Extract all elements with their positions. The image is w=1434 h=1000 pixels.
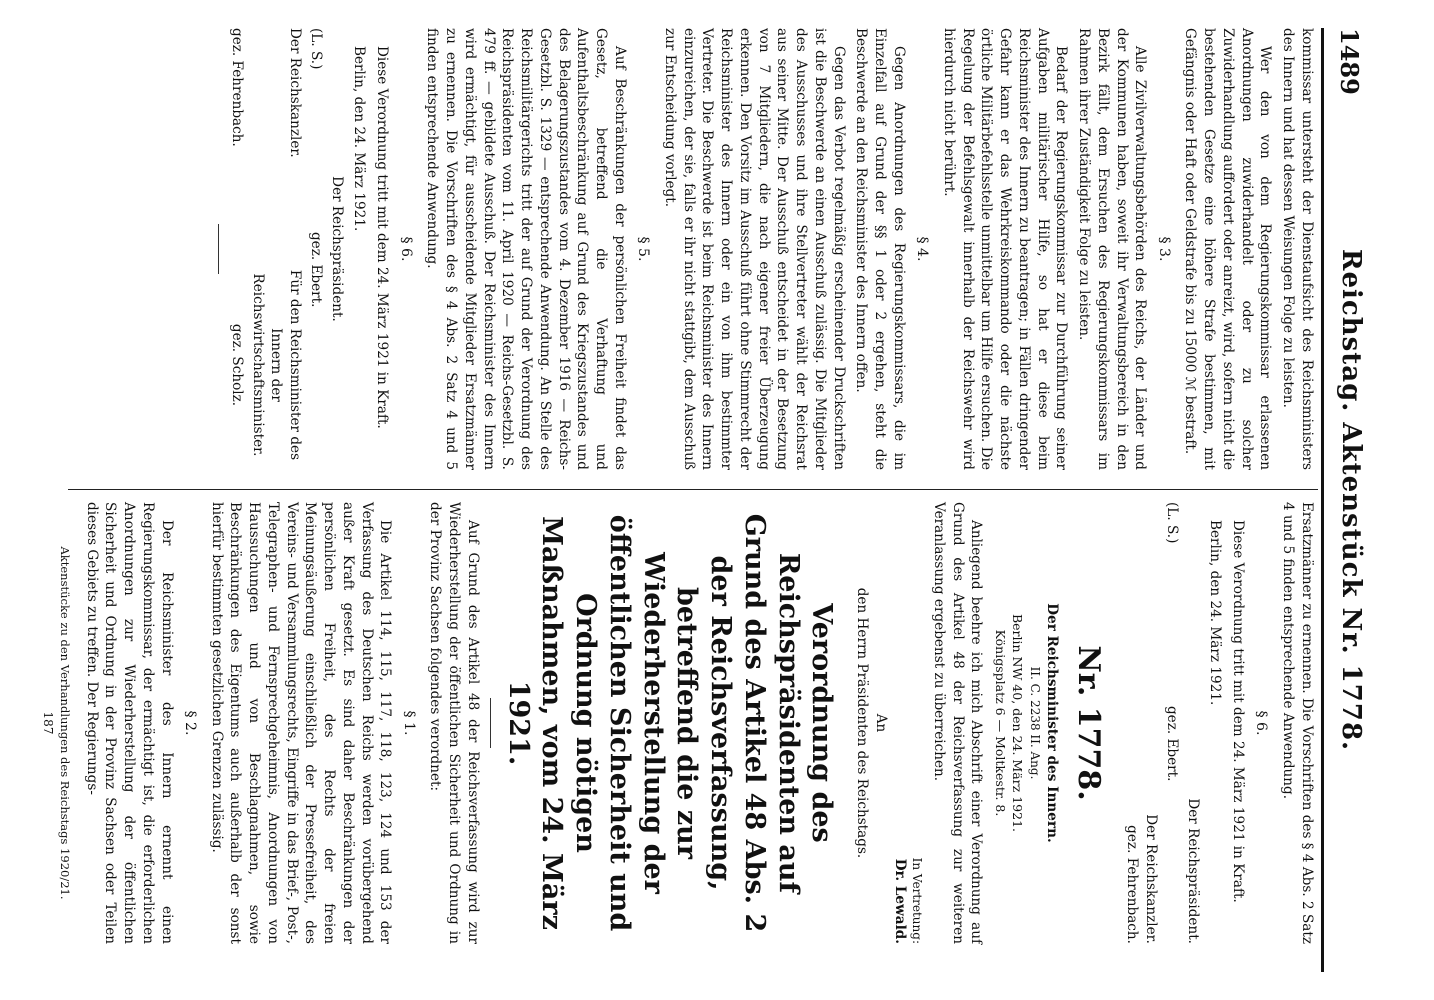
- left-column: [210, 28, 1316, 470]
- office-address: Königsplatz 6 — Moltkestr. 8.: [992, 629, 1008, 817]
- paragraph: kommissar untersteht der Dienstaufsicht des Reichsministers des Innern und hat dessen Weisungen Folge zu leisten.: [1280, 28, 1315, 470]
- section-heading: § 4.: [914, 236, 931, 262]
- section-heading: § 3.: [1155, 236, 1172, 262]
- sender: Der Reichsminister des Innern.: [1044, 603, 1061, 843]
- page-footer-number: 187: [41, 711, 55, 735]
- signature-row: [227, 28, 246, 470]
- seal-mark: (L. S.): [308, 28, 324, 70]
- section-heading: § 6.: [397, 236, 414, 262]
- president-title: Der Reichspräsident.: [1184, 798, 1201, 944]
- paragraph: Auf Beschränkungen der persönlichen Freiheit findet das Gesetz, betreffend die Verhaftung und Aufenthaltsbeschränkung auf Grund des Kriegszustandes und des Belagerungszustandes vom 4. Dezember 1916 — Reichs-Gesetzbl. S. 1329 — entsprechende Anwendung. An Stelle des Reichsmilitärgerichts tritt der auf Grund der Verordnung des Reichspräsidenten vom 11. April 1920 — Reichs-Gesetzbl. S. 479 ff. — gebildete Ausschuß. Der Reichsminister des Innern wird ermächtigt, für ausscheidende Mitglieder Ersatzmänner zu ernennen. Die Vorschriften des § 4 Abs. 2 Satz 4 und 5 finden entsprechende Anwendung.: [424, 28, 628, 470]
- paragraph: Diese Verordnung tritt mit dem 24. März 1921 in Kraft.: [1230, 520, 1247, 903]
- paragraph: Bedarf der Regierungskommissar zur Durchführung seiner Aufgaben militärischer Hilfe, so hat er diese beim Reichsminister des Innern zu beantragen; in Fällen dringender Gefahr kann er das Wehrkreiskommando oder die nächste örtliche Militärbefehlsstelle unmittelbar um Hilfe ersuchen. Die Regelung der Befehlsgewalt innerhalb der Reichswehr wird hierdurch nicht berührt.: [940, 28, 1070, 470]
- paragraph: Diese Verordnung tritt mit dem 24. März 1921 in Kraft.: [374, 46, 391, 429]
- chancellor-title: Der Reichskanzler.: [287, 28, 304, 158]
- paragraph: Alle Zivilverwaltungsbehörden des Reichs, der Länder und der Kommunen haben, soweit ihr Verwaltungsbereich in den Bezirk fällt, dem Ersuchen des Regierungskommissars im Rahmen ihrer Zuständigkeit Folge zu leisten.: [1076, 28, 1149, 470]
- paragraph: Anliegend beehre ich mich Abschrift einer Verordnung auf Grund des Artikel 48 der Reichsverfassung zur weiteren Veranlassung ergebenst zu überreichen.: [931, 502, 985, 944]
- page-number: 1489: [1335, 28, 1364, 95]
- date-line: Berlin, den 24. März 1921.: [351, 46, 368, 232]
- addressee-prefix: An: [872, 713, 889, 733]
- signature-row: [248, 28, 304, 470]
- president-signature: gez. Ebert.: [308, 231, 324, 308]
- section-heading: § 1.: [400, 710, 417, 736]
- paragraph: Gegen das Verbot regelmäßig erscheinender Druckschriften ist die Beschwerde an einen Ausschuß zulässig. Die Mitglieder des Ausschusses und ihre Stellvertreter wählt der Reichsrat aus seiner Mitte. Der Ausschuß entscheidet in der Besetzung von 7 Mitgliedern, die nach eigener freier Überzeugung erkennen. Den Vorsitz im Ausschuß führt ohne Stimmrecht der Reichsminister des Innern oder ein von ihm bestimmter Vertreter. Die Beschwerde ist beim Reichsminister des Innern einzureichen, der sie, falls er ihr nicht stattgibt, dem Ausschuß zur Entscheidung vorlegt.: [661, 28, 847, 470]
- minister-title: Für den Reichsminister des Innern der Reichswirtschaftsminister.: [249, 269, 304, 461]
- section-heading: § 5.: [635, 236, 652, 262]
- chancellor-signature: gez. Fehrenbach.: [229, 28, 245, 147]
- president-signature: gez. Ebert.: [1163, 705, 1180, 782]
- section-heading: § 2.: [181, 710, 198, 736]
- section-heading: § 6.: [1253, 710, 1270, 736]
- document-number: Nr. 1778.: [1070, 645, 1106, 801]
- president-title: Der Reichspräsident.: [328, 176, 345, 322]
- paragraph: Wer den von dem Regierungskommissar erlassenen Anordnungen zuwiderhandelt oder zu solcher Zuwiderhandlung auffordert oder anreizt, wird, sofern nicht die bestehenden Gesetze eine höhere Strafe bestimmen, mit Gefängnis oder Haft oder Geldstrafe bis zu 15000 ℳ bestraft.: [1182, 28, 1274, 470]
- signature: Dr. Lewald.: [891, 858, 908, 944]
- paragraph: Der Reichsminister des Innern ernennt einen Regierungskommissar, der ermächtigt ist, die erforderlichen Anordnungen zur Wiederherstellung der öffentlichen Sicherheit und Ordnung in der Provinz Sachsen oder Teilen dieses Gebiets zu treffen. Der Regierungs-: [83, 502, 175, 944]
- right-column: [56, 502, 1316, 944]
- divider: [218, 224, 219, 274]
- column-divider: [68, 489, 1318, 490]
- header-rule: [1321, 28, 1324, 972]
- place-date: Berlin NW 40, den 24. März 1921.: [1010, 613, 1025, 833]
- minister-signature: gez. Scholz.: [229, 323, 245, 407]
- signature-prefix: In Vertretung:: [910, 857, 925, 944]
- paragraph: Auf Grund des Artikel 48 der Reichsverfassung wird zur Wiederherstellung der öffentlichen Sicherheit und Ordnung in der Provinz Sachsen folgendes verordnet:: [427, 502, 481, 944]
- running-title: Reichstag. Aktenstück Nr. 1778.: [1336, 248, 1366, 752]
- signature-row: [306, 28, 325, 470]
- page-header: [1324, 28, 1372, 972]
- signature-row: [1162, 502, 1181, 944]
- chancellor-title: Der Reichskanzler.: [1143, 814, 1160, 944]
- chancellor-signature: gez. Fehrenbach.: [1124, 825, 1141, 944]
- divider: [490, 698, 491, 748]
- footer-note: Aktenstücke zu den Verhandlungen des Reichstags 1920/21.: [57, 546, 72, 900]
- paragraph: Ersatzmänner zu ernennen. Die Vorschriften des § 4 Abs. 2 Satz 4 und 5 finden entsprechende Anwendung.: [1280, 502, 1315, 944]
- reference-number: II. C. 2238 II. Ang.: [1027, 666, 1042, 780]
- paragraph: Gegen Anordnungen des Regierungskommissars, die im Einzelfall auf Grund der §§ 1 oder 2 ergehen, steht die Beschwerde an den Reichsminister des Innern offen.: [853, 28, 907, 470]
- date-line: Berlin, den 24. März 1921.: [1207, 520, 1224, 706]
- document-title: Verordnung des Reichspräsidenten auf Grund des Artikel 48 Abs. 2 der Reichsverfassung, betreffend die zur Wiederherstellung der öffentlichen Sicherheit und Ordnung nötigen Maßnahmen, vom 24. März 1921.: [502, 513, 838, 933]
- addressee: den Herrn Präsidenten des Reichstags.: [854, 587, 871, 859]
- paragraph: Die Artikel 114, 115, 117, 118, 123, 124 und 153 der Verfassung des Deutschen Reichs werden vorübergehend außer Kraft gesetzt. Es sind daher Beschränkungen der persönlichen Freiheit, des Rechts der freien Meinungsäußerung einschließlich der Pressefreiheit, des Vereins- und Versammlungsrechts, Eingriffe in das Brief-, Post-, Telegraphen- und Fernsprechgeheimnis, Anordnungen von Haussuchungen und von Beschlagnahmen, sowie Beschränkungen des Eigentums auch außerhalb der sonst hierfür bestimmten gesetzlichen Grenzen zulässig.: [208, 502, 394, 944]
- seal-mark: (L. S.): [1163, 502, 1180, 544]
